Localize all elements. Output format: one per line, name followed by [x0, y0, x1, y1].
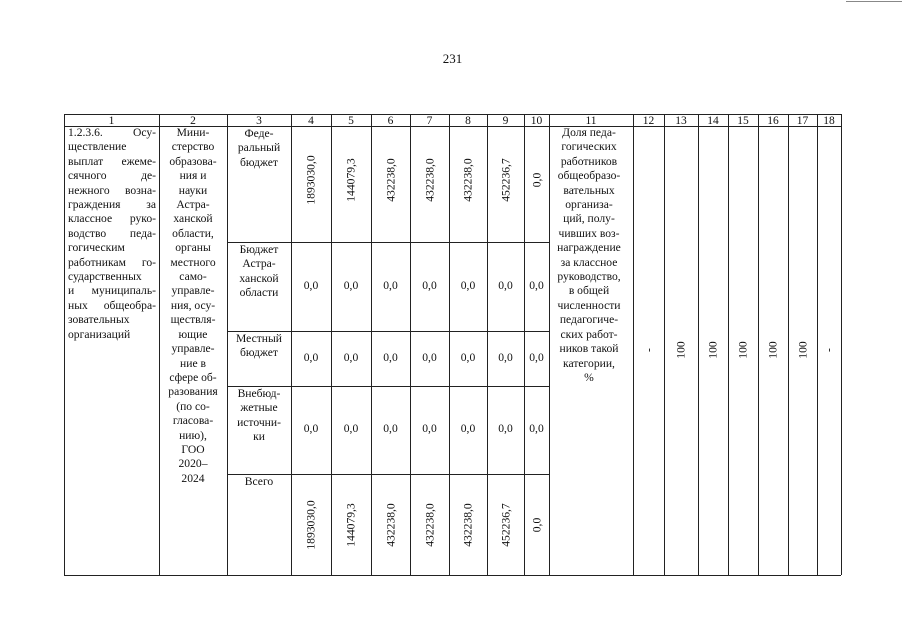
- column-number: 1: [108, 115, 115, 127]
- amount-value: 0,0: [422, 278, 437, 292]
- amount-value: 1893030,0: [304, 155, 318, 205]
- column-number: 3: [256, 115, 262, 127]
- text-line: стерство: [171, 140, 215, 154]
- text-line: (по со-: [176, 399, 210, 413]
- column-number: 10: [530, 115, 543, 127]
- amount-value: 0,0: [498, 350, 513, 364]
- column-number: 9: [502, 115, 509, 127]
- text-line: педагогиче-: [559, 313, 619, 327]
- column-border: [524, 114, 525, 575]
- text-line: сударственных: [68, 270, 142, 284]
- text-line: чивших воз-: [558, 226, 620, 240]
- text-line: в общей: [568, 284, 610, 298]
- text-line: 1.2.3.6. Осу-: [68, 126, 156, 139]
- amount-value: 0,0: [383, 422, 398, 435]
- text-line: Доля педа-: [562, 126, 616, 139]
- amount-value: 0,0: [383, 278, 398, 292]
- text-line: вательных: [563, 183, 615, 197]
- text-line: организа-: [565, 198, 613, 212]
- text-line: работников: [560, 154, 618, 168]
- column-border: [449, 114, 450, 575]
- text-line: 2024: [181, 471, 205, 485]
- table-border-side: [841, 114, 842, 575]
- text-line: Всего: [244, 475, 274, 488]
- text-line: сфере об-: [169, 370, 217, 384]
- column-border: [817, 114, 818, 575]
- item-description: [68, 126, 156, 342]
- amount-value: 0,0: [343, 422, 359, 435]
- column-border: [410, 114, 411, 575]
- text-line: ния, осу-: [170, 298, 216, 312]
- column-border: [291, 114, 292, 575]
- amount-value: 0,0: [530, 172, 543, 188]
- column-number: 16: [767, 115, 779, 127]
- column-number: 13: [675, 115, 687, 127]
- text-line: нежного возна-: [68, 183, 156, 197]
- column-number: 4: [308, 115, 314, 127]
- column-number: 17: [796, 115, 809, 127]
- amount-value: 0,0: [529, 350, 544, 364]
- text-line: работникам го-: [68, 255, 156, 269]
- source-label: [229, 475, 289, 489]
- text-line: категории,: [563, 356, 615, 370]
- text-line: руководство,: [557, 270, 621, 284]
- executor-description: [162, 126, 224, 486]
- text-line: образова-: [169, 154, 217, 168]
- text-line: выплат ежеме-: [68, 154, 156, 168]
- column-border: [371, 114, 372, 575]
- text-line: и муниципаль-: [68, 284, 156, 298]
- amount-value: 0,0: [529, 422, 544, 435]
- amount-value: 432238,0: [461, 158, 475, 202]
- text-line: разования: [168, 385, 218, 399]
- text-line: жетные: [240, 401, 278, 415]
- column-border: [788, 114, 789, 575]
- amount-value: 0,0: [498, 278, 513, 292]
- target-value: -: [642, 348, 655, 352]
- amount-value: 432238,0: [461, 502, 475, 547]
- amount-value: 0,0: [303, 422, 319, 435]
- column-border: [698, 114, 699, 575]
- target-value: -: [822, 348, 836, 352]
- column-border: [159, 114, 160, 575]
- text-line: ющие: [178, 327, 208, 341]
- column-number: 7: [426, 115, 433, 127]
- column-border: [487, 114, 488, 575]
- text-line: источни-: [237, 415, 281, 429]
- text-line: Мини-: [176, 126, 210, 139]
- amount-value: 0,0: [422, 422, 437, 435]
- text-line: гогическим: [68, 241, 125, 255]
- text-line: ных общеобра-: [68, 298, 156, 312]
- text-line: общеобразо-: [557, 169, 621, 183]
- text-line: управле-: [171, 284, 215, 298]
- text-line: Местный: [235, 332, 282, 345]
- text-line: за классное: [560, 255, 618, 269]
- indicator-description: [548, 126, 630, 385]
- text-line: ральный: [237, 141, 281, 155]
- amount-value: 432238,0: [423, 158, 436, 202]
- text-line: ГОО: [181, 442, 205, 456]
- amount-value: 452236,7: [499, 502, 512, 547]
- column-number: 12: [642, 115, 655, 127]
- amount-value: 144079,3: [344, 502, 358, 547]
- amount-value: 0,0: [529, 278, 544, 292]
- text-line: водство педа-: [68, 226, 156, 240]
- amount-value: 0,0: [460, 278, 476, 292]
- text-line: Феде-: [244, 127, 274, 140]
- column-number: 14: [707, 115, 719, 127]
- amount-value: 1893030,0: [304, 499, 318, 550]
- text-line: ников такой: [559, 342, 619, 356]
- text-line: области,: [172, 226, 214, 240]
- column-number: 18: [823, 115, 835, 127]
- target-value: 100: [674, 341, 688, 359]
- text-line: гогических: [561, 140, 617, 154]
- text-line: ние в: [180, 356, 206, 370]
- amount-value: 0,0: [383, 350, 398, 364]
- text-line: 2020–: [178, 457, 208, 471]
- amount-value: 432238,0: [384, 502, 397, 547]
- amount-value: 0,0: [460, 350, 476, 364]
- text-line: ществля-: [170, 313, 216, 327]
- text-line: ханской: [239, 271, 279, 285]
- target-value: 100: [766, 341, 780, 359]
- column-border: [633, 114, 634, 575]
- column-number: 6: [387, 115, 394, 127]
- column-border: [728, 114, 729, 575]
- column-number: 11: [585, 115, 597, 127]
- text-line: Внебюд-: [237, 387, 281, 400]
- text-line: Астра-: [176, 198, 210, 212]
- text-line: ханской: [173, 212, 213, 226]
- target-value: 100: [796, 341, 809, 359]
- column-border: [758, 114, 759, 575]
- text-line: бюджет: [240, 155, 278, 169]
- text-line: организаций: [68, 327, 131, 341]
- text-line: зовательных: [68, 313, 130, 327]
- text-line: нию),: [179, 428, 207, 442]
- text-line: ществление: [68, 140, 127, 154]
- text-line: само-: [179, 270, 207, 284]
- target-value: 100: [706, 341, 720, 359]
- amount-value: 0,0: [530, 517, 543, 532]
- amount-value: 432238,0: [423, 502, 436, 547]
- table-border-bottom: [64, 575, 841, 576]
- column-border: [664, 114, 665, 575]
- text-line: ских работ-: [560, 327, 618, 341]
- text-line: численности: [557, 298, 621, 312]
- text-line: классное руко-: [68, 212, 156, 226]
- text-line: местного: [170, 255, 216, 269]
- amount-value: 0,0: [303, 350, 319, 364]
- source-label: [229, 332, 289, 361]
- text-line: науки: [178, 183, 208, 197]
- text-line: органы: [175, 241, 211, 255]
- text-line: граждения за: [68, 198, 156, 212]
- text-line: награждение: [557, 241, 621, 255]
- column-border: [549, 114, 550, 575]
- source-label: [229, 127, 289, 170]
- column-border: [331, 114, 332, 575]
- amount-value: 0,0: [343, 350, 359, 364]
- text-line: области: [239, 286, 279, 300]
- top-rule: [846, 1, 902, 2]
- column-border: [227, 114, 228, 575]
- column-number: 15: [737, 115, 749, 127]
- text-line: ки: [253, 430, 265, 444]
- text-line: ния и: [179, 169, 207, 183]
- text-line: ций, полу-: [563, 212, 615, 226]
- amount-value: 144079,3: [344, 158, 358, 202]
- page-number: 231: [442, 51, 463, 66]
- target-value: 100: [736, 341, 750, 359]
- amount-value: 0,0: [303, 278, 319, 292]
- amount-value: 0,0: [460, 422, 476, 435]
- source-label: [229, 243, 289, 301]
- amount-value: 0,0: [422, 350, 437, 364]
- amount-value: 432238,0: [384, 158, 397, 202]
- amount-value: 0,0: [343, 278, 359, 292]
- text-line: управле-: [171, 342, 215, 356]
- source-label: [229, 387, 289, 445]
- text-line: %: [584, 370, 594, 384]
- table-border-side: [64, 114, 65, 575]
- text-line: гласова-: [172, 414, 214, 428]
- text-line: Бюджет: [239, 243, 279, 256]
- text-line: Астра-: [242, 257, 276, 271]
- column-number: 8: [465, 115, 471, 127]
- text-line: бюджет: [240, 346, 278, 360]
- amount-value: 452236,7: [499, 158, 512, 202]
- amount-value: 0,0: [498, 422, 513, 435]
- program-table: [64, 114, 841, 575]
- column-number: 5: [348, 115, 354, 127]
- text-line: сячного де-: [68, 169, 156, 183]
- column-number: 2: [190, 115, 196, 127]
